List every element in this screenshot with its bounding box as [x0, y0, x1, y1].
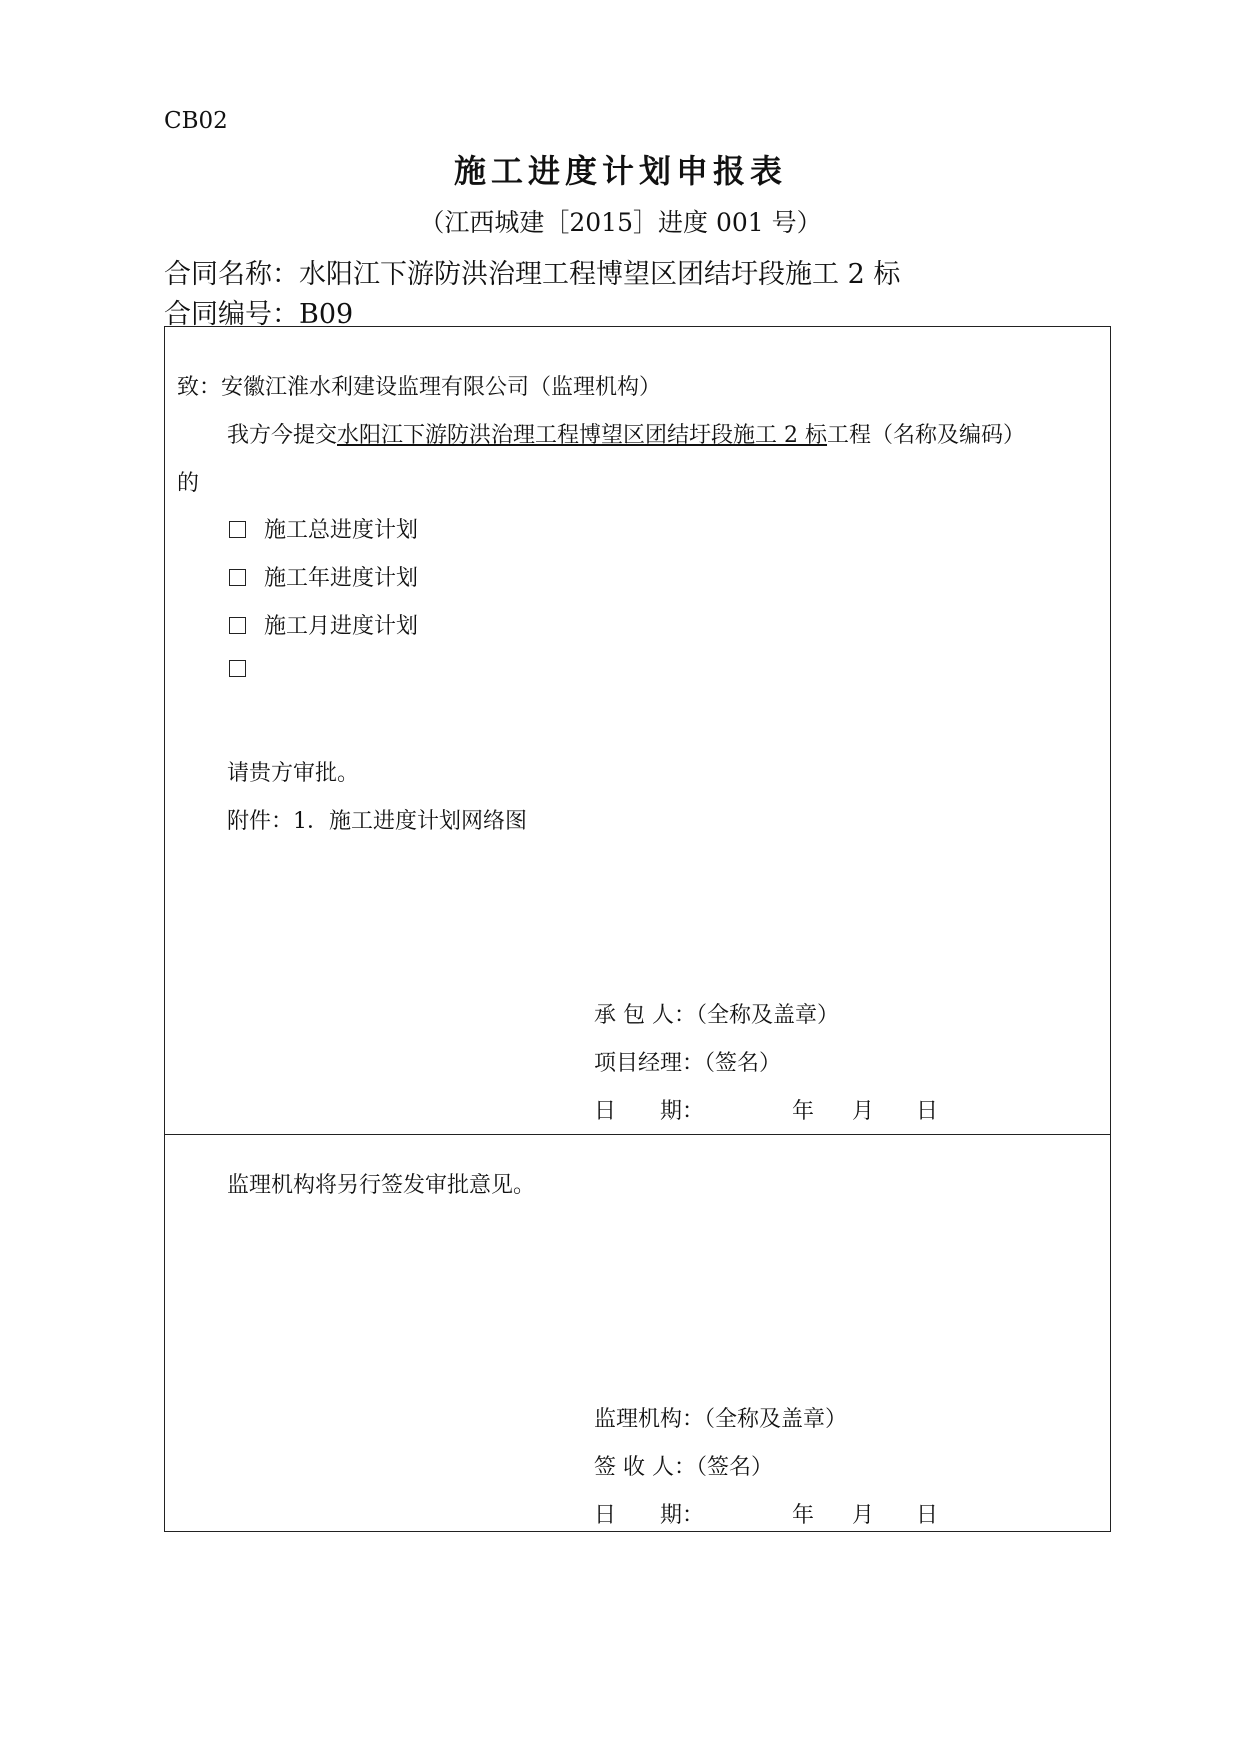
- submission-suffix: 工程（名称及编码）: [827, 423, 1026, 448]
- checkbox[interactable]: [229, 569, 246, 586]
- date-year: 年: [792, 1099, 815, 1124]
- option-annual-plan[interactable]: [229, 561, 418, 592]
- supervisor-org-label: 监理机构：（全称及盖章）: [594, 1407, 848, 1432]
- receiver-label: 签 收 人：（签名）: [594, 1455, 773, 1480]
- contract-number-label: 合同编号：: [164, 299, 299, 330]
- option-monthly-plan[interactable]: [229, 609, 418, 640]
- form-title: 施工进度计划申报表: [453, 152, 787, 190]
- date-day: 日: [916, 1099, 939, 1124]
- option-other[interactable]: [229, 657, 264, 682]
- approval-request: 请贵方审批。: [227, 761, 360, 786]
- form-code: CB02: [164, 108, 228, 134]
- document-reference: （江西城建［2015］进度 001 号）: [419, 208, 822, 237]
- contract-name-line: [164, 252, 900, 291]
- date-month: 月: [852, 1099, 875, 1124]
- submission-project: 水阳江下游防洪治理工程博望区团结圩段施工 2 标: [337, 423, 828, 448]
- checkbox[interactable]: [229, 617, 246, 634]
- option-label: 施工月进度计划: [264, 614, 419, 639]
- lower-date-label: 日 期：: [594, 1503, 705, 1528]
- attachment-line: 附件：1．施工进度计划网络图: [227, 809, 527, 834]
- supervisor-note: 监理机构将另行签发审批意见。: [227, 1173, 536, 1198]
- contract-number-value: B09: [299, 299, 354, 330]
- contract-name-value: 水阳江下游防洪治理工程博望区团结圩段施工 2 标: [299, 259, 901, 290]
- section-divider: [164, 1134, 1111, 1135]
- addressee-line: 致：安徽江淮水利建设监理有限公司（监理机构）: [177, 375, 662, 400]
- checkbox[interactable]: [229, 660, 246, 677]
- lower-date-year: 年: [792, 1503, 815, 1528]
- lower-date-month: 月: [852, 1503, 875, 1528]
- lower-date-day: 日: [916, 1503, 939, 1528]
- option-label: 施工年进度计划: [264, 566, 419, 591]
- checkbox[interactable]: [229, 521, 246, 538]
- contractor-label: 承 包 人：（全称及盖章）: [594, 1003, 839, 1028]
- contract-name-label: 合同名称：: [164, 259, 299, 290]
- date-label: 日 期：: [594, 1099, 705, 1124]
- option-label: 施工总进度计划: [264, 518, 419, 543]
- submission-line: [227, 418, 1025, 449]
- project-manager-label: 项目经理：（签名）: [594, 1051, 782, 1076]
- option-total-plan[interactable]: [229, 513, 418, 544]
- submission-wrap: 的: [177, 471, 200, 496]
- submission-prefix: 我方今提交: [227, 423, 338, 448]
- form-table: [164, 326, 1111, 1532]
